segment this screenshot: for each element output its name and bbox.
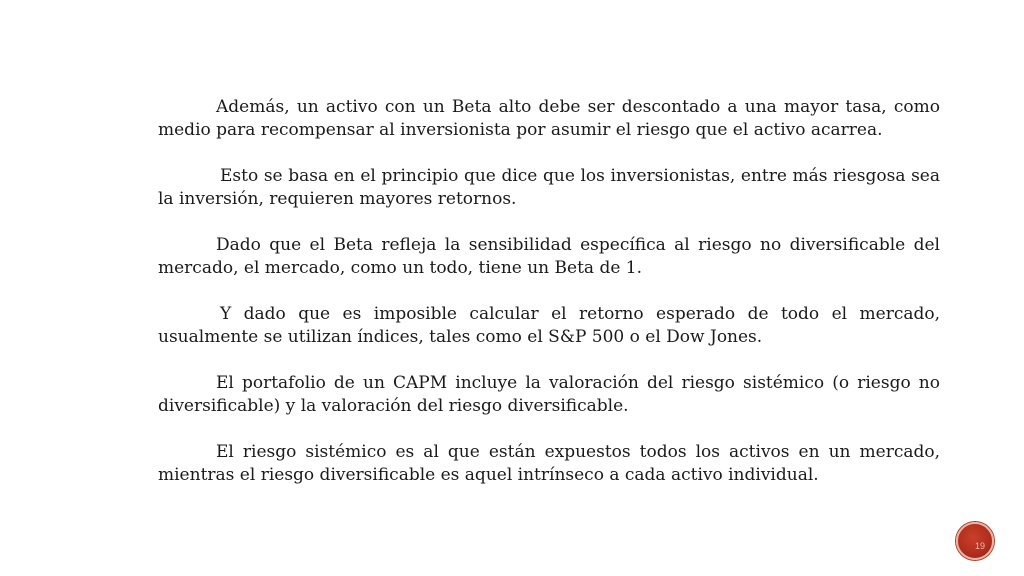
paragraph-beta-discount: Además, un activo con un Beta alto debe ser descontado a una mayor tasa, como medio para recompensar al inversionista por asumir el riesgo que el activo acarrea. [158,97,940,140]
paragraph-risk-principle: Esto se basa en el principio que dice que los inversionistas, entre más riesgosa sea la inversión, requieren mayores retornos. [158,166,940,209]
page-number-badge [956,522,994,560]
slide-body [158,96,940,510]
paragraph-market-beta: Dado que el Beta refleja la sensibilidad específica al riesgo no diversificable del mercado, el mercado, como un todo, tiene un Beta de 1. [158,235,940,278]
paragraph-capm-portfolio: El portafolio de un CAPM incluye la valoración del riesgo sistémico (o riesgo no diversificable) y la valoración del riesgo diversificable. [158,373,940,416]
page-number: 19 [974,541,985,551]
paragraph-market-indices: Y dado que es imposible calcular el retorno esperado de todo el mercado, usualmente se utilizan índices, tales como el S&P 500 o el Dow Jones. [158,304,940,347]
paragraph-systemic-risk: El riesgo sistémico es al que están expuestos todos los activos en un mercado, mientras el riesgo diversificable es aquel intrínseco a cada activo individual. [158,442,940,485]
